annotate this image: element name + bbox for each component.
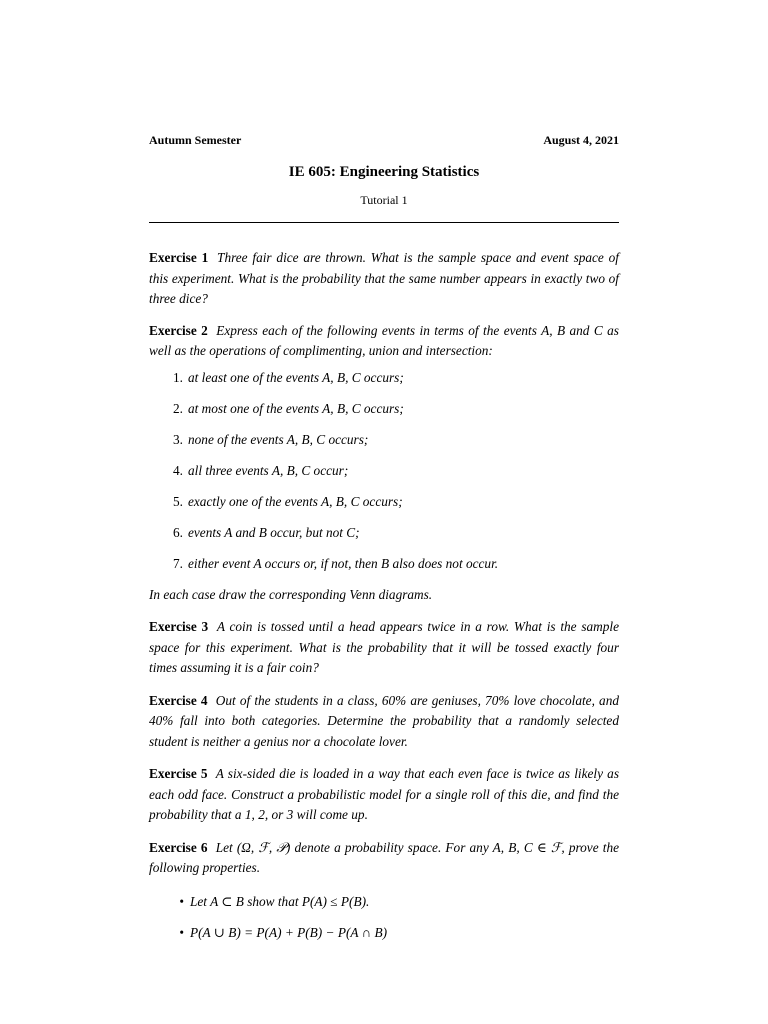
exercise-text: Out of the students in a class, 60% are geniuses, 70% love chocolate, and 40% fall into both categories. Determine the probability that a randomly selected student is neither a genius nor a chocolate lover. <box>149 692 619 749</box>
exercise-text: A six-sided die is loaded in a way that each even face is twice as likely as each odd face. Construct a probabilistic model for a single roll of this die, and find the probability that a 1, 2, or 3 will come up. <box>149 766 619 822</box>
list-item <box>149 492 619 513</box>
exercise-label: Exercise 5 <box>149 766 208 781</box>
exercise-3 <box>149 617 619 679</box>
list-number: 7. <box>173 555 183 571</box>
page-header <box>149 133 619 148</box>
list-item <box>149 461 619 482</box>
exercise-text: Let (Ω, ℱ, 𝒫) denote a probability space. For any A, B, C ∈ ℱ, prove the following properties. <box>149 839 619 875</box>
list-text: at least one of the events A, B, C occurs; <box>188 369 404 385</box>
venn-instruction: In each case draw the corresponding Venn diagrams. <box>149 586 433 602</box>
list-item <box>149 554 619 575</box>
list-text: none of the events A, B, C occurs; <box>188 431 369 447</box>
list-item <box>149 368 619 389</box>
exercise-2 <box>149 321 619 362</box>
document-title: IE 605: Engineering Statistics <box>288 164 480 180</box>
semester-label: Autumn Semester <box>149 133 242 147</box>
list-item <box>149 430 619 451</box>
exercise-text: A coin is tossed until a head appears twice in a row. What is the sample space for this experiment. What is the probability that it will be tossed exactly four times assuming it is a fair coin? <box>149 619 619 675</box>
exercise-label: Exercise 1 <box>149 250 209 265</box>
event-list <box>149 368 619 575</box>
list-item <box>149 523 619 544</box>
list-number: 3. <box>173 431 183 447</box>
list-number: 6. <box>173 524 183 540</box>
list-number: 5. <box>173 493 183 509</box>
exercise-label: Exercise 6 <box>149 839 208 855</box>
list-number: 1. <box>173 369 183 385</box>
exercise-5 <box>149 764 619 826</box>
title-rule <box>149 222 619 223</box>
exercise-label: Exercise 2 <box>149 322 208 338</box>
bullet-icon: • <box>179 924 184 940</box>
list-text: events A and B occur, but not C; <box>188 524 360 540</box>
list-text: at most one of the events A, B, C occurs; <box>188 400 404 416</box>
list-text: Let A ⊂ B show that P(A) ≤ P(B). <box>190 893 370 909</box>
property-list <box>149 892 619 944</box>
document-body <box>149 248 619 954</box>
exercise-label: Exercise 3 <box>149 619 209 634</box>
exercise-4 <box>149 691 619 753</box>
date-label: August 4, 2021 <box>543 133 619 147</box>
list-item <box>149 892 619 913</box>
exercise-6 <box>149 838 619 879</box>
list-number: 2. <box>173 400 183 416</box>
bullet-icon: • <box>179 893 184 909</box>
list-item <box>149 923 619 944</box>
exercise-label: Exercise 4 <box>149 692 208 708</box>
exercise-text: Three fair dice are thrown. What is the sample space and event space of this experiment. What is the probability that the same number appears in exactly two of three dice? <box>149 250 619 306</box>
list-item <box>149 399 619 420</box>
list-text: exactly one of the events A, B, C occurs; <box>188 493 403 509</box>
list-number: 4. <box>173 462 183 478</box>
exercise-1 <box>149 248 619 310</box>
exercise-text: Express each of the following events in terms of the events A, B and C as well as the operations of complimenting, union and intersection: <box>149 322 619 358</box>
document-subtitle: Tutorial 1 <box>360 193 408 207</box>
list-text: P(A ∪ B) = P(A) + P(B) − P(A ∩ B) <box>190 924 388 940</box>
list-text: either event A occurs or, if not, then B also does not occur. <box>188 555 499 571</box>
list-text: all three events A, B, C occur; <box>188 462 349 478</box>
